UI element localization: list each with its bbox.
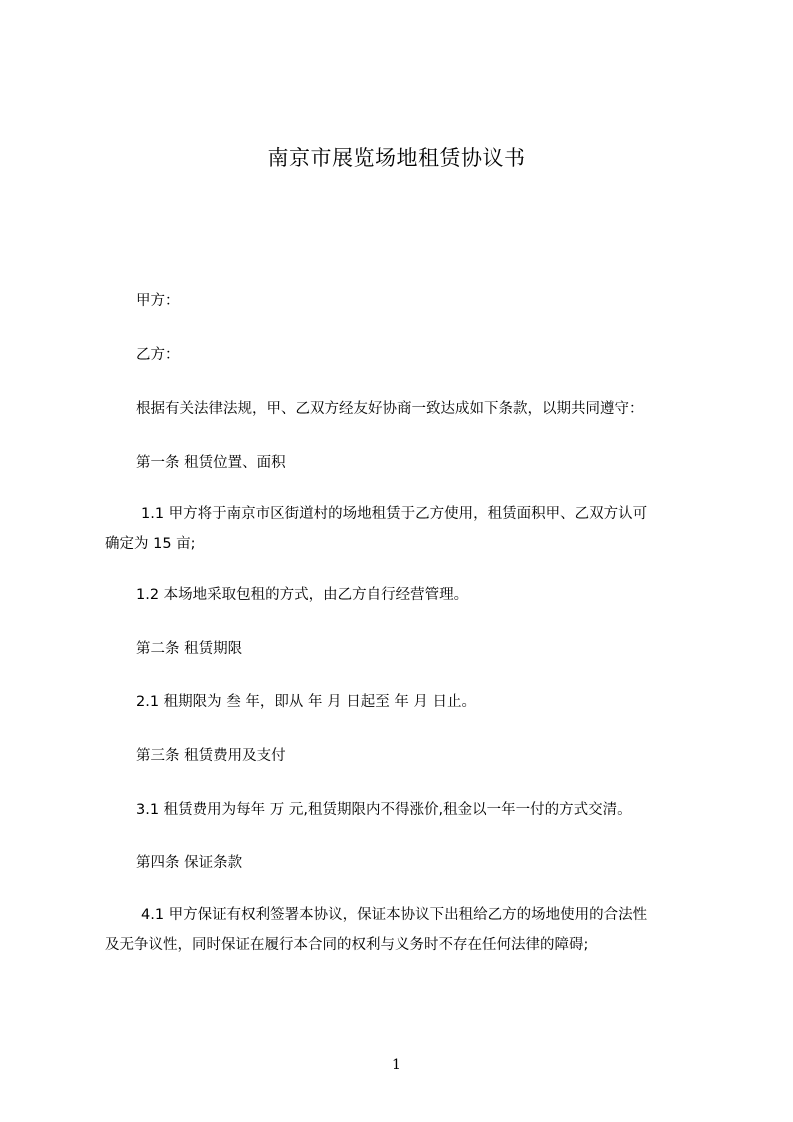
clause-2-1: 2.1 租期限为 叁 年，即从 年 月 日起至 年 月 日止。 bbox=[136, 694, 477, 710]
clause-3-1: 3.1 租赁费用为每年 万 元,租赁期限内不得涨价,租金以一年一付的方式交清。 bbox=[136, 802, 632, 818]
page-number: 1 bbox=[392, 1057, 401, 1073]
article-1-heading: 第一条 租赁位置、面积 bbox=[136, 455, 286, 471]
clause-4-1 bbox=[105, 900, 725, 960]
clause-1-1-line-2: 确定为 15 亩; bbox=[105, 536, 196, 552]
clause-4-1-line-2: 及无争议性，同时保证在履行本合同的权利与义务时不存在任何法律的障碍; bbox=[105, 937, 589, 953]
article-2-heading: 第二条 租赁期限 bbox=[136, 641, 243, 657]
party-b-label: 乙方： bbox=[136, 347, 180, 363]
clause-4-1-line-1: 4.1 甲方保证有权利签署本协议，保证本协议下出租给乙方的场地使用的合法性 bbox=[141, 907, 648, 923]
clause-1-2: 1.2 本场地采取包租的方式，由乙方自行经营管理。 bbox=[136, 587, 469, 603]
document-title: 南京市展览场地租赁协议书 bbox=[267, 146, 526, 170]
preamble-paragraph: 根据有关法律法规，甲、乙双方经友好协商一致达成如下条款，以期共同遵守： bbox=[136, 401, 644, 417]
party-a-label: 甲方： bbox=[136, 293, 180, 309]
article-3-heading: 第三条 租赁费用及支付 bbox=[136, 748, 286, 764]
article-4-heading: 第四条 保证条款 bbox=[136, 855, 243, 871]
clause-1-1-line-1: 1.1 甲方将于南京市区街道村的场地租赁于乙方使用，租赁面积甲、乙双方认可 bbox=[141, 506, 648, 522]
clause-1-1 bbox=[105, 499, 725, 559]
